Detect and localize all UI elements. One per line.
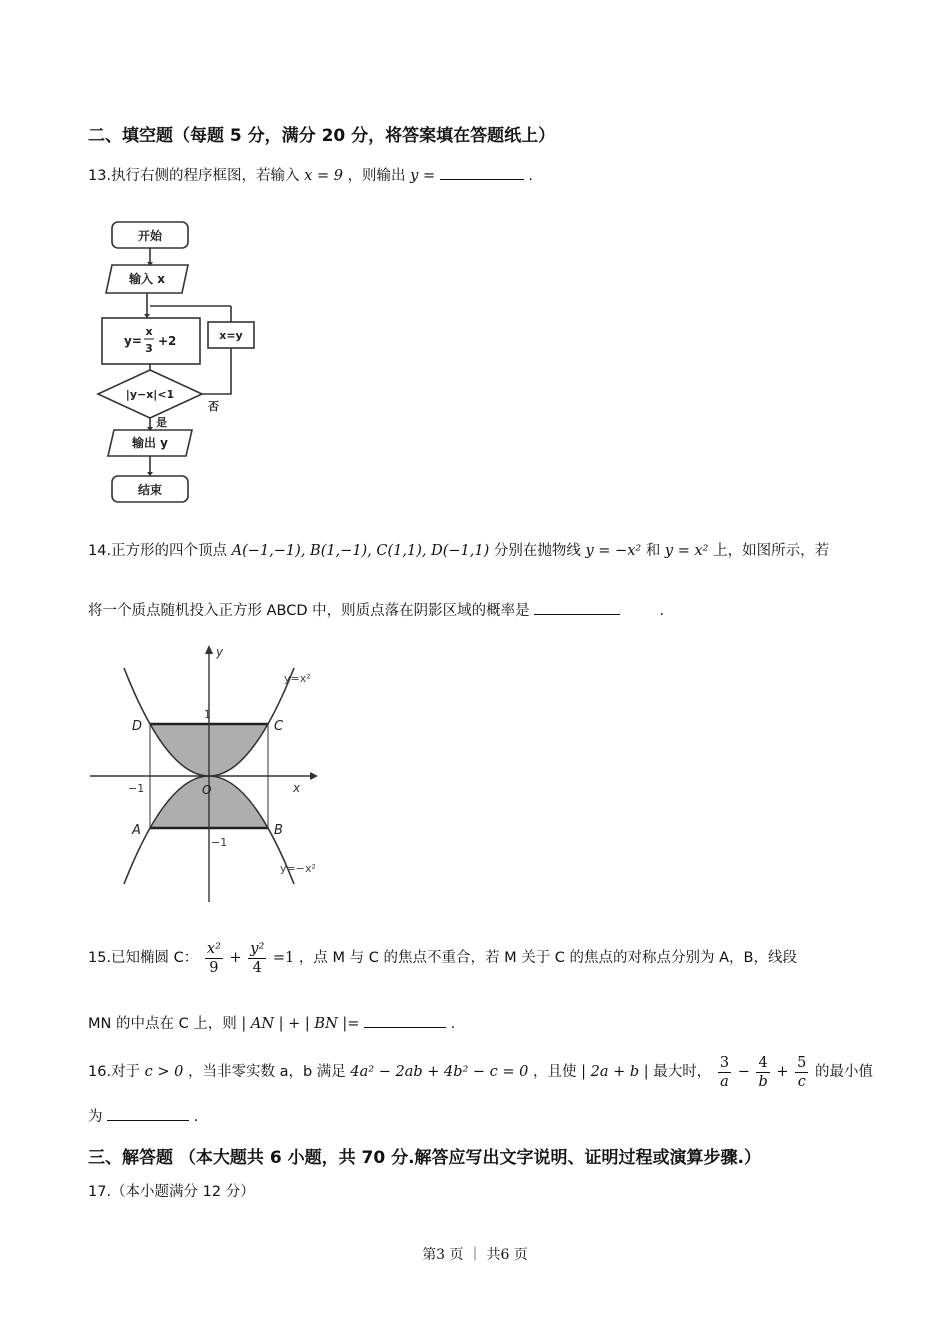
- page-footer: 第3 页 ｜ 共6 页: [422, 1247, 528, 1263]
- flow-input-label: 输入 x: [129, 272, 165, 286]
- question-15-line-2: MN 的中点在 C 上，则 | AN | + | BN |= .: [88, 1011, 455, 1035]
- flow-process-y: y=: [124, 334, 142, 348]
- point-a-label: A: [132, 823, 141, 838]
- fraction-x2-over-9: $\frac{\text{x²}}{9}$: [206, 940, 221, 976]
- fraction-4-over-b: $\frac{4}{b}$: [758, 1054, 768, 1090]
- point-c-label: C: [274, 719, 284, 734]
- question-13: 13.执行右侧的程序框图，若输入 x = 9 ，则输出 y = .: [88, 163, 533, 187]
- flow-process-den: 3: [145, 342, 153, 355]
- flow-yes-label: 是: [156, 416, 167, 429]
- tick-label-x-neg-1: −1: [128, 782, 145, 795]
- origin-label: O: [202, 783, 212, 797]
- flowchart-figure: [90, 210, 300, 510]
- answer-blank-16[interactable]: [107, 1104, 189, 1121]
- curve-top-label: y=x²: [284, 672, 311, 685]
- answer-blank-14[interactable]: [534, 598, 620, 615]
- x-axis-label: x: [293, 781, 301, 795]
- flow-decision-label: |y−x|<1: [125, 388, 175, 401]
- fraction-y2-over-4: $\frac{\text{y²}}{4}$: [250, 940, 265, 976]
- tick-label-y-1: 1: [204, 708, 211, 721]
- y-axis-label: y: [216, 645, 224, 659]
- point-d-label: D: [132, 719, 143, 734]
- fraction-5-over-c: $\frac{5}{c}$: [797, 1054, 807, 1090]
- parabola-figure: [88, 640, 338, 910]
- question-17: 17.（本小题满分 12 分）: [88, 1184, 255, 1200]
- question-14-line-2: 将一个质点随机投入正方形 ABCD 中，则质点落在阴影区域的概率是 .: [88, 598, 664, 622]
- question-14-line-1: 14.正方形的四个顶点 A(−1,−1), B(1,−1), C(1,1), D(−1,1) 分别在抛物线 y = −x² 和 y = x² 上，如图所示，若: [88, 543, 830, 559]
- point-b-label: B: [274, 823, 283, 838]
- curve-bottom-label: y=−x²: [280, 862, 316, 875]
- question-15-line-1: 15.已知椭圆 C： $\frac{\text{x²}}{9}$ + $\frac{\text{y²}}{4}$ =1 ，点 M 与 C 的焦点不重合，若 M 关于 C 的焦点的对称点分别为 A，B，线段: [88, 940, 798, 976]
- question-16-line-1: 16.对于 c > 0 ，当非零实数 a，b 满足 4a² − 2ab + 4b² − c = 0 ，且使 | 2a + b | 最大时， $\frac{3}{a}$ − $\frac{4}{b}$ + $\frac{5}{c}$ 的最小值: [88, 1054, 873, 1090]
- flow-assign-label: x=y: [219, 329, 243, 342]
- flow-end-label: 结束: [137, 483, 163, 497]
- answer-blank-13[interactable]: [440, 163, 524, 180]
- flow-process-tail: +2: [158, 334, 177, 348]
- question-16-line-2: 为 .: [88, 1104, 198, 1128]
- section-3-title: 三、解答题 （本大题共 6 小题，共 70 分.解答应写出文字说明、证明过程或演算步骤.）: [88, 1148, 761, 1168]
- flow-start-label: 开始: [137, 229, 163, 243]
- tick-label-y-neg-1: −1: [211, 836, 228, 849]
- answer-blank-15[interactable]: [364, 1011, 446, 1028]
- section-2-title: 二、填空题（每题 5 分，满分 20 分，将答案填在答题纸上）: [88, 126, 556, 146]
- fraction-3-over-a: $\frac{3}{a}$: [719, 1054, 730, 1090]
- flow-no-label: 否: [208, 400, 219, 413]
- flow-output-label: 输出 y: [131, 436, 169, 450]
- flow-process-num: x: [145, 325, 153, 338]
